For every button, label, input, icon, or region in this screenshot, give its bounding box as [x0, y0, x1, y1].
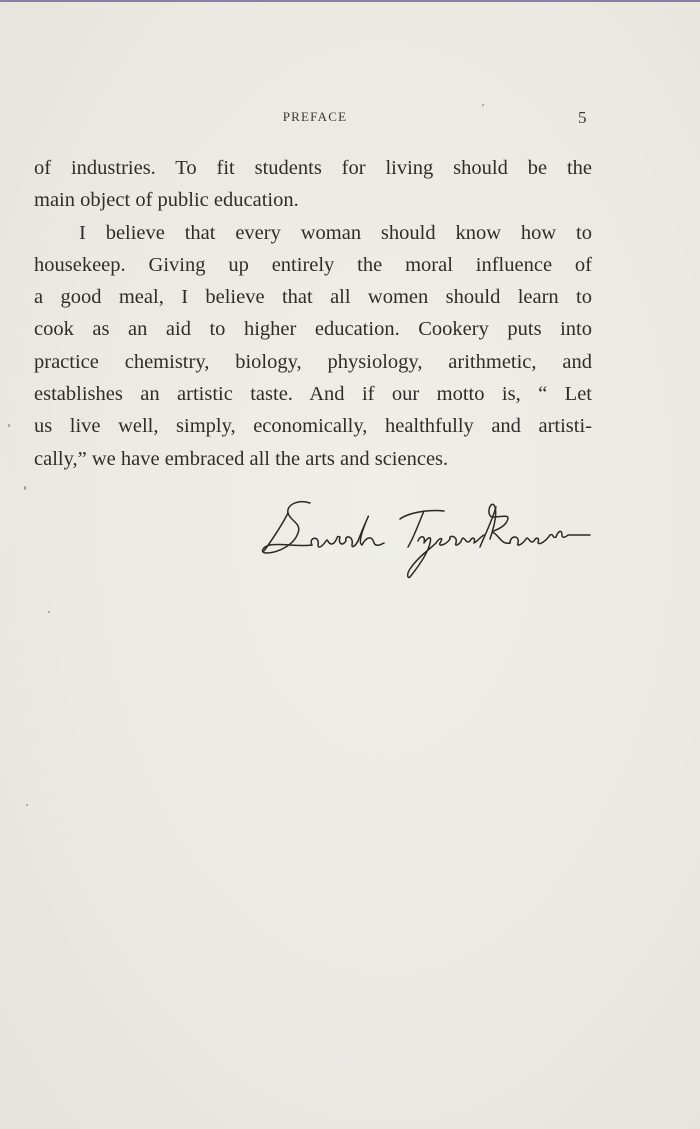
- paper-speck: [48, 611, 50, 613]
- running-head: [0, 109, 700, 129]
- text-line: cally,” we have embraced all the arts and sciences.: [34, 447, 449, 470]
- text-line: cook as an aid to higher education. Cookery puts into: [34, 318, 592, 341]
- paragraph-2: [34, 217, 592, 475]
- text-line: of industries. To fit students for living should be the: [34, 157, 592, 179]
- paper-speck: [26, 804, 28, 806]
- paper-speck: [24, 486, 26, 490]
- preface-text: [34, 152, 592, 475]
- text-line: I believe that every woman should know how to: [79, 221, 592, 244]
- text-line: us live well, simply, economically, healthfully and artisti-: [34, 415, 592, 438]
- running-title: PREFACE: [282, 109, 348, 124]
- text-line: establishes an artistic taste. And if our motto is, “ Let: [34, 383, 592, 406]
- paper-speck: [482, 104, 484, 106]
- paper-speck: [8, 424, 10, 427]
- text-line: main object of public education.: [34, 189, 299, 212]
- page-top-edge: [0, 0, 700, 2]
- text-line: a good meal, I believe that all women should learn to: [34, 286, 592, 309]
- handwritten-signature: [258, 495, 592, 581]
- text-line: practice chemistry, biology, physiology, arithmetic, and: [34, 350, 592, 373]
- paragraph-1: [34, 152, 592, 217]
- page-number: 5: [578, 108, 587, 127]
- text-line: housekeep. Giving up entirely the moral influence of: [34, 253, 592, 276]
